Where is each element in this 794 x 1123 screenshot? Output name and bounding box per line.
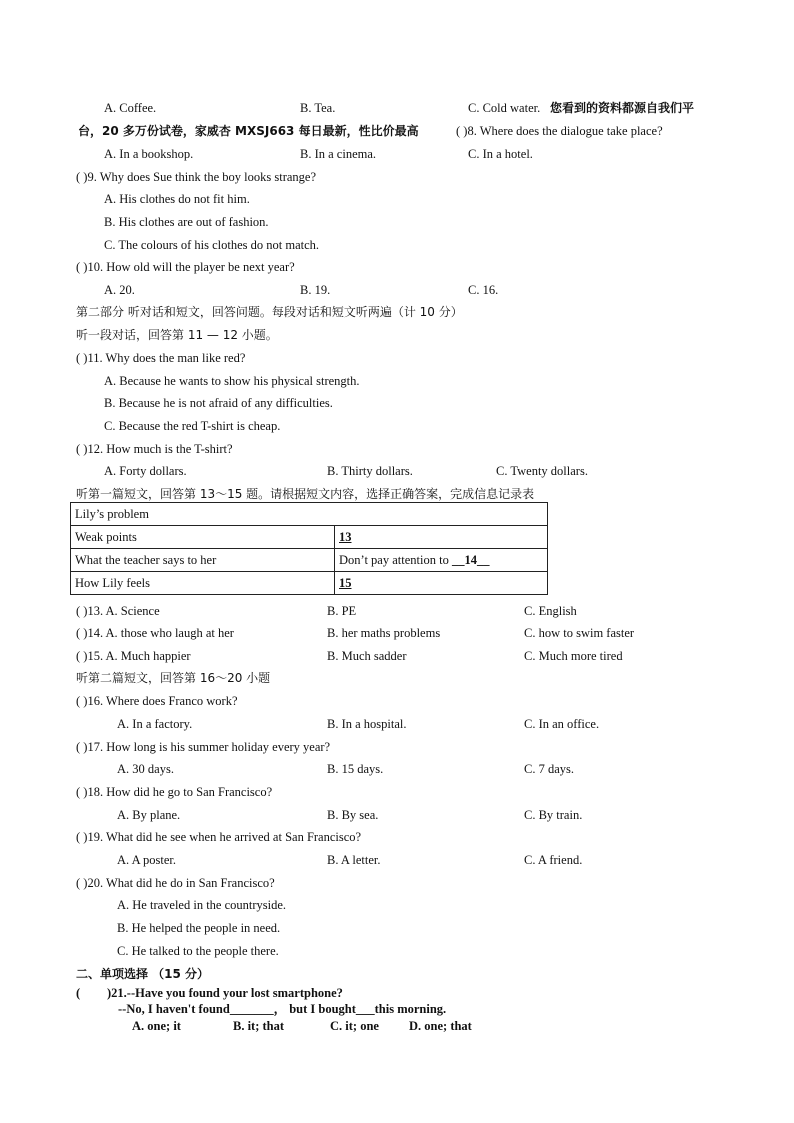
q12-option-c: C. Twenty dollars.	[496, 464, 588, 478]
blank-14[interactable]: __14__	[451, 552, 490, 567]
ad-text-line1: 您看到的资料都源自我们平	[550, 101, 695, 115]
section2-title: 二、单项选择 （15 分）	[76, 967, 210, 981]
q7-option-b: B. Tea.	[300, 101, 336, 115]
part2-title: 第二部分 听对话和短文，回答问题。每段对话和短文听两遍（计 10 分）	[76, 305, 463, 319]
q13-option-b: B. PE	[327, 604, 357, 618]
q17-stem: ( )17. How long is his summer holiday every year?	[76, 740, 331, 754]
q17-option-c: C. 7 days.	[524, 762, 574, 776]
q21-option-b: B. it; that	[233, 1019, 285, 1033]
q11-option-c: C. Because the red T-shirt is cheap.	[104, 419, 281, 433]
q9-stem: ( )9. Why does Sue think the boy looks strange?	[76, 170, 317, 184]
q15-option-b: B. Much sadder	[327, 649, 407, 663]
table-row	[71, 549, 548, 572]
table-cell-label: What the teacher says to her	[71, 549, 335, 572]
q11-stem: ( )11. Why does the man like red?	[76, 351, 246, 365]
q16-option-c: C. In an office.	[524, 717, 600, 731]
q11-option-b: B. Because he is not afraid of any difficulties.	[104, 396, 333, 410]
part2-dialog-intro: 听一段对话，回答第 11 — 12 小题。	[76, 328, 278, 342]
q16-option-a: A. In a factory.	[117, 717, 193, 731]
q19-stem: ( )19. What did he see when he arrived at San Francisco?	[76, 830, 362, 844]
q10-option-b: B. 19.	[300, 283, 331, 297]
table-cell-answer	[335, 549, 548, 572]
blank-13[interactable]: 13	[339, 529, 352, 544]
q21-option-d: D. one; that	[409, 1019, 472, 1033]
q12-option-b: B. Thirty dollars.	[327, 464, 413, 478]
q8-stem: ( )8. Where does the dialogue take place?	[456, 124, 663, 138]
q7-option-c: C. Cold water.	[468, 101, 541, 115]
q14-option-c: C. how to swim faster	[524, 626, 635, 640]
q9-option-c: C. The colours of his clothes do not match.	[104, 238, 320, 252]
q19-option-c: C. A friend.	[524, 853, 583, 867]
q20-stem: ( )20. What did he do in San Francisco?	[76, 876, 275, 890]
table-header-row	[71, 503, 548, 526]
table-cell-label: How Lily feels	[71, 572, 335, 595]
table-cell-prefix: Don’t pay attention to	[339, 552, 452, 567]
q16-stem: ( )16. Where does Franco work?	[76, 694, 238, 708]
q21-option-a: A. one; it	[132, 1019, 181, 1033]
q12-stem: ( )12. How much is the T-shirt?	[76, 442, 233, 456]
q10-stem: ( )10. How old will the player be next year?	[76, 260, 295, 274]
q12-option-a: A. Forty dollars.	[104, 464, 187, 478]
q9-option-a: A. His clothes do not fit him.	[104, 192, 250, 206]
q17-option-b: B. 15 days.	[327, 762, 384, 776]
q19-option-b: B. A letter.	[327, 853, 381, 867]
q13-option-c: C. English	[524, 604, 577, 618]
q8-option-a: A. In a bookshop.	[104, 147, 194, 161]
passage2-intro: 听第二篇短文，回答第 16～20 小题	[76, 671, 271, 685]
q18-stem: ( )18. How did he go to San Francisco?	[76, 785, 273, 799]
q21-option-c: C. it; one	[330, 1019, 379, 1033]
q7-option-a: A. Coffee.	[104, 101, 157, 115]
table-header: Lily’s problem	[71, 503, 548, 526]
q20-option-a: A. He traveled in the countryside.	[117, 898, 287, 912]
q18-option-a: A. By plane.	[117, 808, 181, 822]
q17-option-a: A. 30 days.	[117, 762, 174, 776]
q10-option-c: C. 16.	[468, 283, 499, 297]
q20-option-b: B. He helped the people in need.	[117, 921, 281, 935]
blank-15[interactable]: 15	[339, 575, 352, 590]
q20-option-c: C. He talked to the people there.	[117, 944, 279, 958]
q14-stem: ( )14. A. those who laugh at her	[76, 626, 234, 640]
q21-line2: --No, I haven't found_______， but I bought___this morning.	[118, 1002, 447, 1016]
passage1-intro: 听第一篇短文，回答第 13～15 题。请根据短文内容，选择正确答案，完成信息记录表	[76, 487, 535, 501]
table-row	[71, 526, 548, 549]
table-cell-answer	[335, 572, 548, 595]
q13-stem: ( )13. A. Science	[76, 604, 160, 618]
ad-text-line2: 台，20 多万份试卷，家威杏 MXSJ663 每日最新，性比价最高	[78, 124, 419, 138]
q9-option-b: B. His clothes are out of fashion.	[104, 215, 269, 229]
q21-stem: )21.--Have you found your lost smartphone?	[107, 986, 343, 1000]
q15-stem: ( )15. A. Much happier	[76, 649, 191, 663]
q19-option-a: A. A poster.	[117, 853, 177, 867]
table-cell-label: Weak points	[71, 526, 335, 549]
q15-option-c: C. Much more tired	[524, 649, 623, 663]
q18-option-b: B. By sea.	[327, 808, 379, 822]
q11-option-a: A. Because he wants to show his physical strength.	[104, 374, 360, 388]
q16-option-b: B. In a hospital.	[327, 717, 407, 731]
record-table	[70, 502, 548, 595]
q21-paren: (	[76, 986, 81, 1000]
q8-option-c: C. In a hotel.	[468, 147, 533, 161]
table-row	[71, 572, 548, 595]
q10-option-a: A. 20.	[104, 283, 135, 297]
q18-option-c: C. By train.	[524, 808, 583, 822]
q14-option-b: B. her maths problems	[327, 626, 441, 640]
q8-option-b: B. In a cinema.	[300, 147, 377, 161]
table-cell-answer	[335, 526, 548, 549]
